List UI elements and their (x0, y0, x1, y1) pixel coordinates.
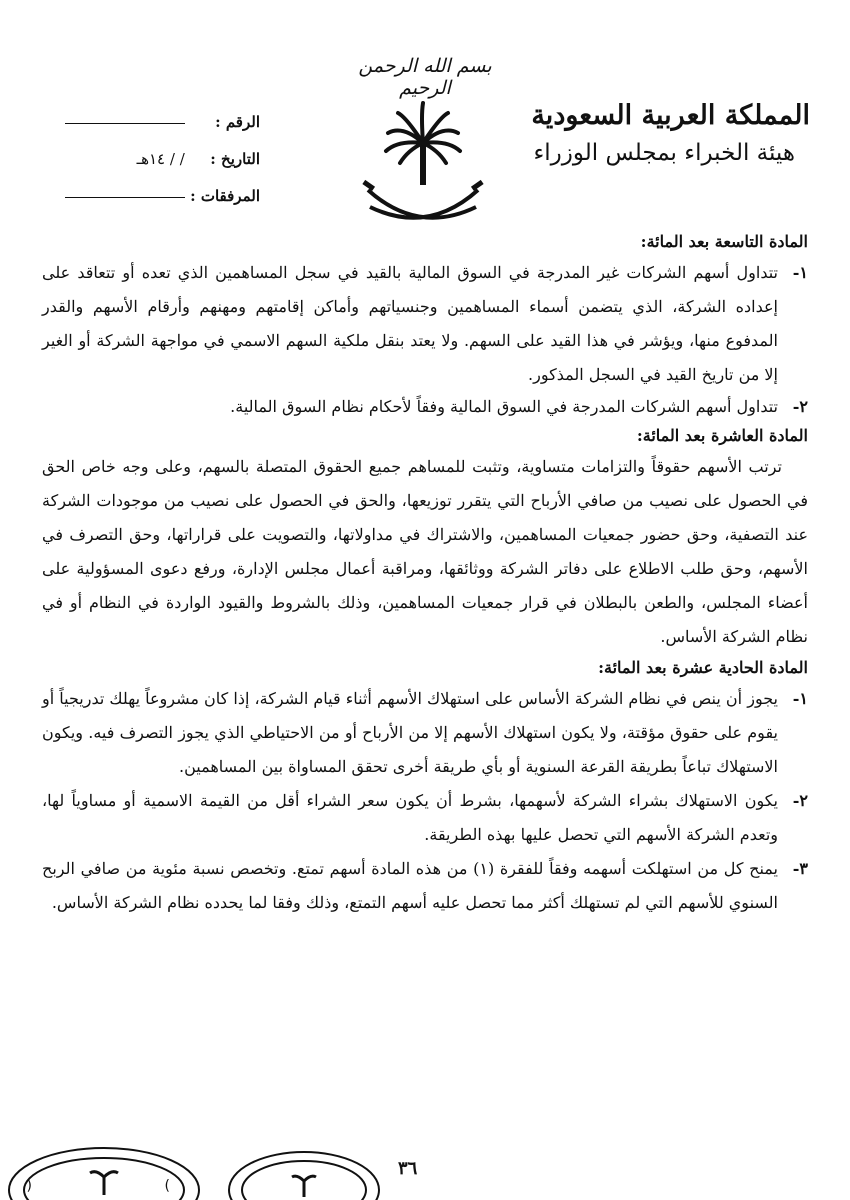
bureau-title: هيئة الخبراء بمجلس الوزراء (533, 140, 795, 166)
item-number: ١- (792, 689, 808, 708)
item-text: يمنح كل من استهلكت أسهمه وفقاً للفقرة (١) من هذه المادة أسهم تمتع. وتخصص نسبة مئوية من صافي الربح السنوي للأسهم التي لم تستهلك أكثر مما تحصل عليه أسهم التمتع، وذلك وفقا لما يحدده نظام الشركة الأساس. (42, 859, 778, 912)
kingdom-title: المملكة العربية السعودية (531, 100, 810, 131)
palm-and-swords-emblem-icon (358, 95, 488, 230)
reference-number-field (20, 113, 260, 131)
svg-text:): ) (164, 1178, 170, 1194)
item-number: ٢- (792, 397, 808, 416)
document-body (42, 228, 808, 920)
article-111-heading: المادة الحادية عشرة بعد المائة: (598, 658, 808, 677)
item-text: تتداول أسهم الشركات غير المدرجة في السوق المالية بالقيد في سجل المساهمين الذي تعده أو تتعاقد على إعداده الشركة، الذي يتضمن أسماء المساهمين وجنسياتهم وأماكن إقامتهم ومهنهم وأرقام الأسهم والقدر المدفوع منها، ويؤشر في هذا القيد على السهم. ولا يعتد بنقل ملكية السهم الاسمي في مواجهة الشركة أو الغير إلا من تاريخ القيد في السجل المذكور. (42, 263, 778, 384)
article-111-item-1 (42, 682, 808, 784)
article-109-heading: المادة التاسعة بعد المائة: (640, 232, 808, 251)
date-label: التاريخ : (210, 150, 260, 168)
article-109-item-1 (42, 256, 808, 392)
item-text: تتداول أسهم الشركات المدرجة في السوق المالية وفقاً لأحكام نظام السوق المالية. (230, 397, 778, 416)
article-111-item-3 (42, 852, 808, 920)
reference-number-label: الرقم : (215, 113, 260, 131)
item-text: يجوز أن ينص في نظام الشركة الأساس على استهلاك الأسهم أثناء قيام الشركة، إذا كان مشروعاً يهلك تدريجياً أو يقوم على حقوق مؤقتة، ولا يكون استهلاك الأسهم إلا من الأرباح أو من الاحتياطي الذي يجوز التصرف فيه. ويكون الاستهلاك تباعاً بطريقة القرعة السنوية أو بأي طريقة أخرى تحقق المساواة بين المساهمين. (42, 689, 779, 776)
item-number: ١- (792, 263, 808, 282)
item-number: ٢- (792, 791, 808, 810)
article-109-item-2 (42, 392, 808, 422)
page-number: ٣٦ (398, 1158, 418, 1179)
date-value: / / ١٤هـ (136, 150, 185, 168)
reference-number-line (65, 122, 185, 124)
svg-text:(: ( (26, 1178, 32, 1194)
attachments-field (20, 187, 260, 205)
date-field (20, 150, 260, 168)
official-seal-icon (4, 1135, 384, 1200)
item-number: ٣- (792, 859, 808, 878)
article-110-paragraph: ترتب الأسهم حقوقاً والتزامات متساوية، وتثبت للمساهم جميع الحقوق المتصلة بالسهم، وعلى وجه خاص الحق في الحصول على نصيب من صافي الأرباح التي يتقرر توزيعها، والحق في الحصول على نصيب من موجودات الشركة عند التصفية، وحق حضور جمعيات المساهمين، والاشتراك في مداولاتها، والتصويت على قراراتها، وحق التصرف في الأسهم، وحق طلب الاطلاع على دفاتر الشركة ووثائقها، ومراقبة أعمال مجلس الإدارة، ورفع دعوى المسؤولية على أعضاء المجلس، والطعن بالبطلان في قرار جمعيات المساهمين، وذلك بالشروط والقيود الواردة في النظام أو في نظام الشركة الأساس. (42, 457, 808, 646)
attachments-line (65, 196, 185, 198)
basmala: بسم الله الرحمن الرحيم (358, 55, 492, 99)
item-text: يكون الاستهلاك بشراء الشركة لأسهمها، بشرط أن يكون سعر الشراء أقل من القيمة الاسمية أو مساوياً لها، وتعدم الشركة الأسهم التي تحصل عليها بهذه الطريقة. (42, 791, 778, 844)
article-111-item-2 (42, 784, 808, 852)
attachments-label: المرفقات : (190, 187, 260, 205)
article-110-heading: المادة العاشرة بعد المائة: (636, 426, 808, 445)
